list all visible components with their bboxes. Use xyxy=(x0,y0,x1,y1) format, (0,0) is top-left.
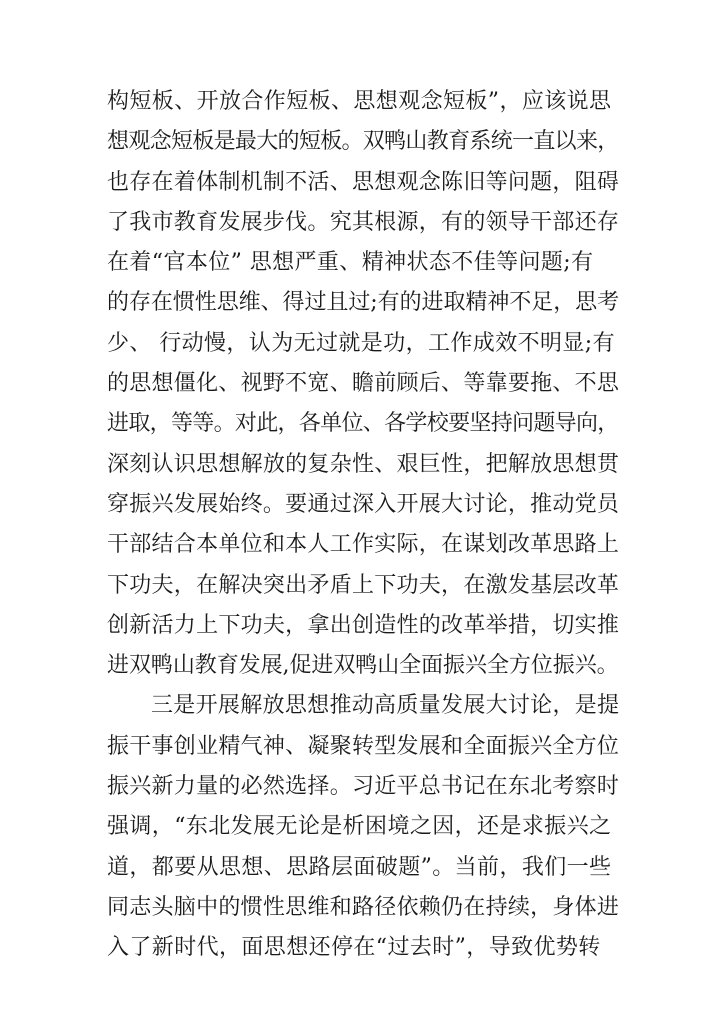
text-line: 振兴新力量的必然选择。习近平总书记在东北考察时 xyxy=(107,774,620,800)
text-line: 下功夫，在解决突出矛盾上下功夫，在激发基层改革 xyxy=(107,572,620,598)
text-line: 创新活力上下功夫，拿出创造性的改革举措，切实推 xyxy=(107,612,620,638)
text-line: 深刻认识思想解放的复杂性、艰巨性，把解放思想贯 xyxy=(107,451,620,477)
text-line: 了我市教育发展步伐。究其根源，有的领导干部还存 xyxy=(107,209,620,235)
text-line: 构短板、开放合作短板、思想观念短板”，应该说思 xyxy=(107,89,612,114)
text-line: 进取，等等。对此，各单位、各学校要坚持问题导向， xyxy=(107,411,619,437)
text-line: 道，都要从思想、思路层面破题”。当前，我们一些 xyxy=(107,854,612,880)
text-line: 的存在惯性思维、得过且过;有的进取精神不足，思考 xyxy=(107,290,620,316)
paragraph-start-line: 三是开展解放思想推动高质量发展大讨论，是提 xyxy=(151,693,620,719)
text-line: 少、 行动慢，认为无过就是功，工作成效不明显;有 xyxy=(107,330,616,356)
text-line: 也存在着体制机制不活、思想观念陈旧等问题，阻碍 xyxy=(107,169,620,195)
text-line: 入了新时代，面思想还停在“过去时”，导致优势转 xyxy=(107,935,601,961)
text-line: 穿振兴发展始终。要通过深入开展大讨论，推动党员 xyxy=(107,491,620,517)
body-text xyxy=(107,82,619,969)
text-line: 的思想僵化、视野不宽、瞻前顾后、等靠要拖、不思 xyxy=(107,371,620,397)
text-line: 同志头脑中的惯性思维和路径依赖仍在持续，身体进 xyxy=(107,894,620,920)
text-line: 进双鸭山教育发展,促进双鸭山全面振兴全方位振兴。 xyxy=(107,653,619,679)
text-line: 强调，“东北发展无论是析困境之因，还是求振兴之 xyxy=(107,814,612,840)
text-line: 干部结合本单位和本人工作实际，在谋划改革思路上 xyxy=(107,532,620,558)
text-line: 想观念短板是最大的短板。双鸭山教育系统一直以来， xyxy=(107,129,619,155)
text-line: 振干事创业精气神、凝聚转型发展和全面振兴全方位 xyxy=(107,733,620,759)
text-line: 在着“官本位” 思想严重、精神状态不佳等问题;有 xyxy=(107,250,594,276)
